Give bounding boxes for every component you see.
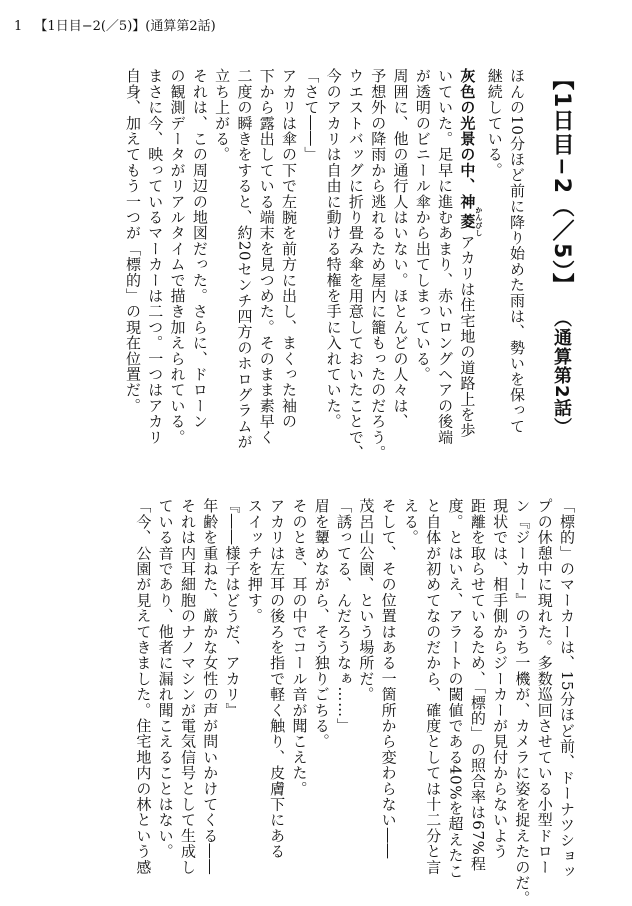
text-line: まさに今、映っているマーカーは二つ。一つはアカリ	[146, 68, 165, 445]
text-line: それは内耳細胞のナノマシンが電気信号として生成し	[178, 498, 197, 875]
character-name: 神菱かんびし	[458, 193, 484, 238]
text-line: える。	[401, 498, 420, 546]
text-line: 「さて――」	[302, 68, 321, 163]
chapter-title-main: 【1日目−2（／5）】	[549, 68, 574, 298]
text-line: アカリは左耳の後ろを指で軽く触り、皮膚下にある	[268, 498, 287, 860]
text-line: 灰色の光景の中、神菱かんびしアカリは住宅地の道路上を歩	[458, 68, 484, 439]
text-line: 『――様子はどうだ、アカリ』	[223, 498, 242, 718]
chapter-title	[542, 68, 580, 448]
text-line: ほんの10分ほど前に降り始めた雨は、勢いを保って	[508, 68, 526, 434]
text-line: そのとき、耳の中でコール音が聞こえた。	[290, 498, 309, 797]
text-line: ン『ジーカー』のうち一機が、カメラに姿を捉えたのだ。	[513, 498, 532, 906]
page-header	[14, 15, 216, 34]
text-line: 「標的」のマーカーは、15分ほど前、ドーナツショッ	[558, 498, 576, 880]
text-line: 予想外の降雨から逃れるため屋内に籠もったのだろう。	[369, 68, 388, 461]
running-title: 【1日目−2(／5)】(通算第2話)	[34, 19, 216, 34]
text-line: 年齢を重ねた、厳かな女性の声が問いかけてくる――	[201, 498, 220, 875]
text-line: 自身、加えてもう一つが「標的」の現在位置だ。	[123, 68, 142, 414]
bold-phrase: 灰色の光景の中、	[458, 68, 477, 194]
text-line: 周囲に、他の通行人はいない。ほとんどの人々は、	[391, 68, 410, 430]
text-line: 距離を取らせているため、「標的」の照合率は67%程	[468, 498, 487, 872]
text-line: 今のアカリは自由に動ける特権を手に入れていた。	[324, 68, 343, 430]
text-line: 度。とはいえ、アラートの閾値である40%を超えたこ	[446, 498, 465, 879]
text-block-top	[122, 68, 580, 461]
text-line: アカリは傘の下で左腕を前方に出し、まくった袖の	[280, 68, 299, 430]
text-line: 継続している。	[485, 68, 504, 178]
text-line: 眉を顰めながら、そう独りごちる。	[312, 498, 331, 750]
text-line: 下から露出している端末を見つめた。そのまま素早く	[257, 68, 276, 445]
text-line: の観測データがリアルタイムで描き加えられている。	[168, 68, 187, 445]
text-line: 二度の瞬きをすると、約20センチ四方のホログラムが	[235, 68, 254, 450]
text-line: ウエストバッグに折り畳み傘を用意しておいたことで、	[346, 68, 365, 461]
text-line: ている音であり、他者に漏れ聞こえることはない。	[156, 498, 175, 860]
text-line: 茂呂山公園、という場所だ。	[357, 498, 376, 703]
text-line: いていた。足早に進むあまり、赤いロングヘアの後端	[436, 68, 455, 445]
text-line: そして、その位置はある一箇所から変わらない――	[379, 498, 398, 860]
text-line: それは、この周辺の地図だった。さらに、ドローン	[190, 68, 209, 430]
text-block-bottom	[132, 498, 578, 906]
text-line: スイッチを押す。	[245, 498, 264, 624]
text-line: 「誘ってる、んだろうなぁ……」	[335, 498, 354, 734]
text-line: 立ち上がる。	[213, 68, 232, 163]
text-line: プの休憩中に現れた。多数巡回させている小型ドロー	[535, 498, 554, 875]
text-line: が透明のビニール傘から出てしまっている。	[413, 68, 432, 382]
text-line: 現状では、相手側からジーカーが見付からないよう	[491, 498, 510, 860]
furigana: かんびし	[474, 206, 484, 238]
page-number: 1	[14, 19, 23, 34]
text-line: 「今、公園が見えてきました。住宅地内の林という感	[134, 498, 153, 875]
text-line: と自体が初めてなのだから、確度としては十二分と言	[424, 498, 443, 875]
chapter-subtitle: （通算第2話）	[551, 309, 572, 437]
